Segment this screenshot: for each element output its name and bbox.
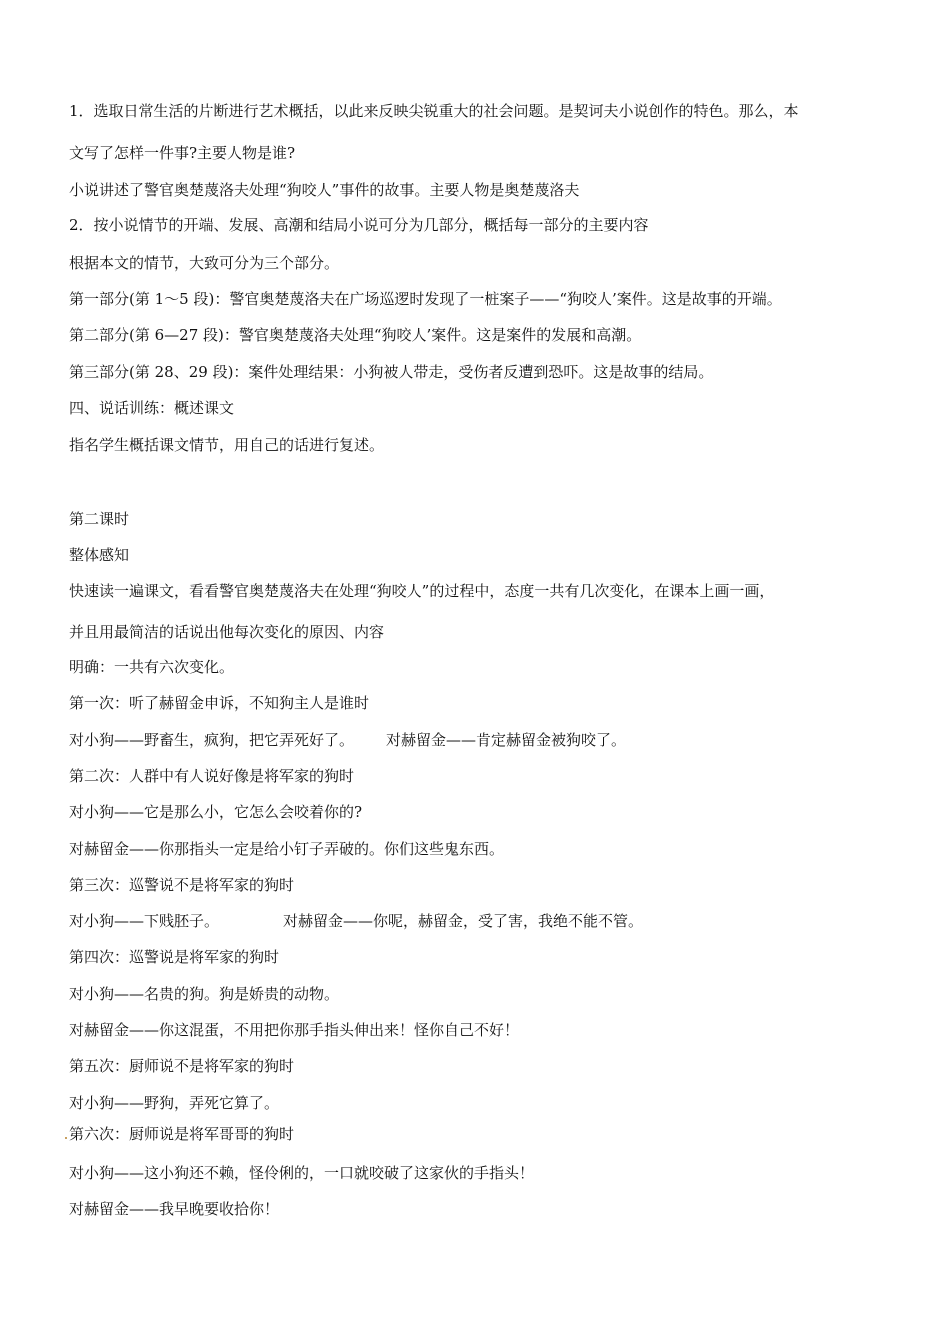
section-four-heading: 四、说话训练：概述课文 (69, 399, 235, 417)
change-6-victim: 对赫留金——我早晚要收拾你！ (69, 1200, 280, 1218)
clarification: 明确：一共有六次变化。 (69, 658, 235, 676)
change-1-victim: 对赫留金——肯定赫留金被狗咬了。 (386, 731, 627, 749)
answer-2-intro: 根据本文的情节，大致可分为三个部分。 (69, 254, 340, 272)
change-2: 第二次：人群中有人说好像是将军家的狗时 (69, 767, 355, 785)
change-1: 第一次：听了赫留金申诉，不知狗主人是谁时 (69, 694, 370, 712)
part-one: 第一部分(第 1～5 段)：警官奥楚蔑洛夫在广场巡逻时发现了一桩案子——“狗咬人’案件。这是故事的开端。 (69, 290, 782, 308)
change-1-detail (69, 730, 626, 750)
change-4-victim: 对赫留金——你这混蛋，不用把你那手指头伸出来！怪你自己不好！ (69, 1021, 520, 1039)
part-three: 第三部分(第 28、29 段)：案件处理结果：小狗被人带走，受伤者反遭到恐吓。这是故事的结局。 (69, 363, 714, 381)
question-2: 2．按小说情节的开端、发展、高潮和结局小说可分为几部分，概括每一部分的主要内容 (69, 216, 649, 234)
change-4: 第四次：巡警说是将军家的狗时 (69, 948, 280, 966)
change-3-victim: 对赫留金——你呢，赫留金，受了害，我绝不能不管。 (283, 912, 644, 930)
change-4-dog: 对小狗——名贵的狗。狗是娇贵的动物。 (69, 985, 340, 1003)
change-3: 第三次：巡警说不是将军家的狗时 (69, 876, 295, 894)
question-1-line-1: 1．选取日常生活的片断进行艺术概括，以此来反映尖锐重大的社会问题。是契诃夫小说创作的特色。那么，本 (69, 102, 799, 120)
task-line-2: 并且用最简洁的话说出他每次变化的原因、内容 (69, 623, 385, 641)
change-5: 第五次：厨师说不是将军家的狗时 (69, 1057, 295, 1075)
change-6: 第六次：厨师说是将军哥哥的狗时 (69, 1125, 295, 1143)
lesson-two-heading: 第二课时 (69, 510, 130, 528)
task-line-1: 快速读一遍课文，看看警官奥楚蔑洛夫在处理“狗咬人”的过程中，态度一共有几次变化，在课本上画一画， (69, 582, 775, 600)
overall-perception-heading: 整体感知 (69, 546, 130, 564)
answer-1: 小说讲述了警官奥楚蔑洛夫处理“狗咬人”事件的故事。主要人物是奥楚蔑洛夫 (69, 181, 580, 199)
stray-mark (65, 1137, 67, 1139)
change-2-dog: 对小狗——它是那么小，它怎么会咬着你的? (69, 803, 363, 821)
change-2-victim: 对赫留金——你那指头一定是给小钉子弄破的。你们这些鬼东西。 (69, 840, 505, 858)
change-1-dog: 对小狗——野畜生，疯狗，把它弄死好了。 (69, 731, 355, 749)
change-3-detail (69, 911, 643, 931)
change-3-dog: 对小狗——下贱胚子。 (69, 912, 220, 930)
change-6-dog: 对小狗——这小狗还不赖，怪伶俐的，一口就咬破了这家伙的手指头！ (69, 1164, 535, 1182)
section-four-text: 指名学生概括课文情节，用自己的话进行复述。 (69, 436, 385, 454)
change-5-dog: 对小狗——野狗，弄死它算了。 (69, 1094, 280, 1112)
question-1-line-2: 文写了怎样一件事?主要人物是谁? (69, 144, 296, 162)
part-two: 第二部分(第 6—27 段)：警官奥楚蔑洛夫处理“狗咬人’案件。这是案件的发展和高潮。 (69, 326, 642, 344)
